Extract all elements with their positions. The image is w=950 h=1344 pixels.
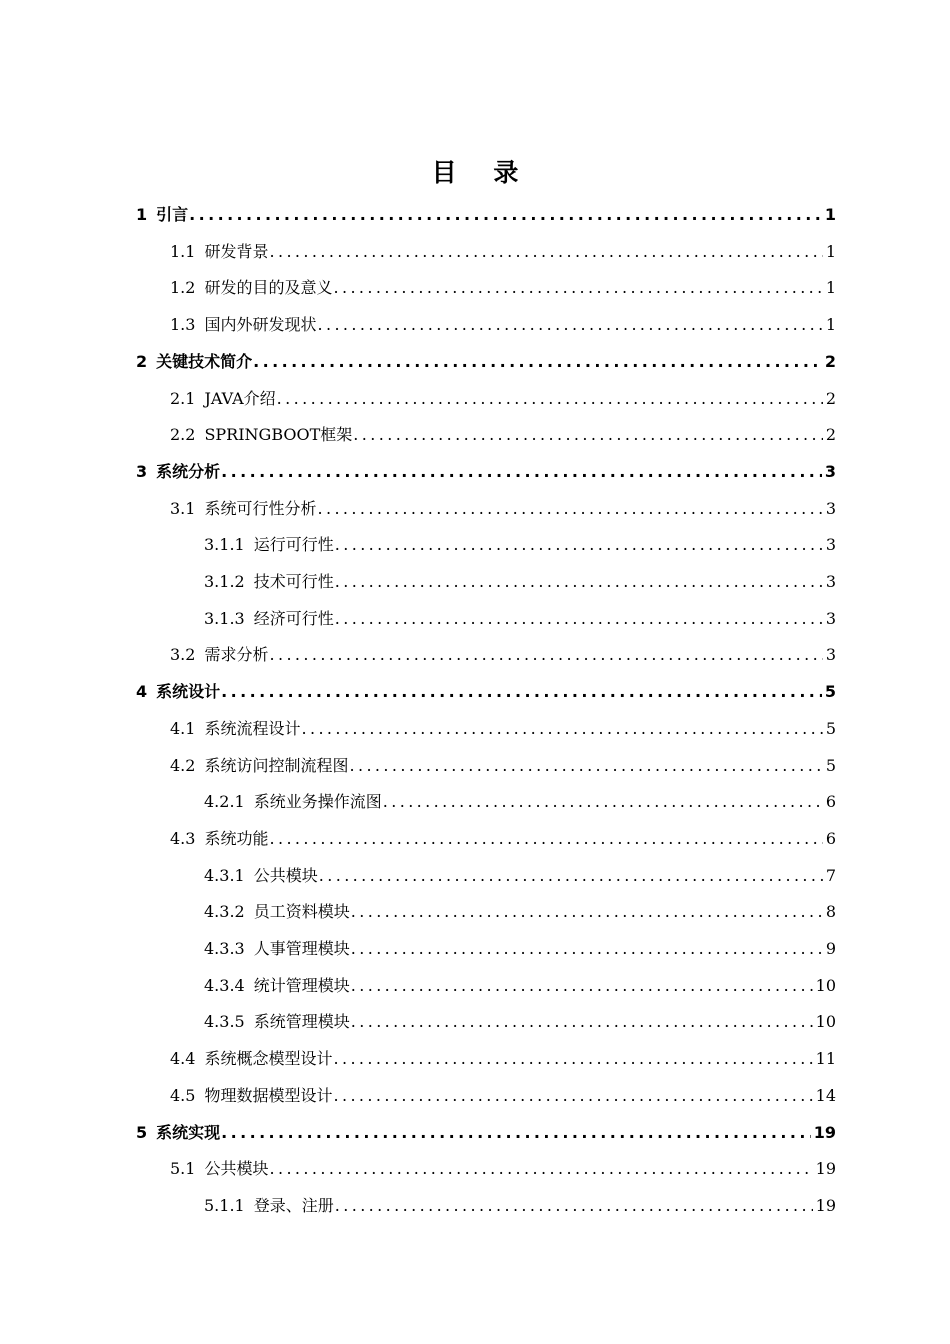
toc-entry-number: 4.2.1 xyxy=(204,792,245,811)
toc-dot-leader xyxy=(189,200,822,230)
toc-entry-number: 1.1 xyxy=(170,242,196,261)
toc-entry-page: 19 xyxy=(815,1159,836,1178)
toc-entry-number: 4 xyxy=(136,682,148,701)
toc-dot-leader xyxy=(221,1118,811,1148)
toc-entry-page: 7 xyxy=(825,866,836,885)
toc-entry-title: 系统访问控制流程图 xyxy=(204,756,349,775)
toc-dot-leader xyxy=(269,237,822,267)
toc-entry-page: 2 xyxy=(824,352,836,371)
toc-entry-title: 系统分析 xyxy=(156,462,221,481)
toc-entry-number: 3.2 xyxy=(170,645,196,664)
toc-dot-leader xyxy=(269,824,822,854)
toc-dot-leader xyxy=(349,751,822,781)
toc-entry-page: 6 xyxy=(825,829,836,848)
toc-entry[interactable] xyxy=(204,934,836,964)
toc-entry-title: 关键技术简介 xyxy=(156,352,253,371)
toc-entry-page: 3 xyxy=(825,645,836,664)
toc-dot-leader xyxy=(319,861,823,891)
toc-entry-page: 19 xyxy=(815,1196,836,1215)
toc-entry[interactable] xyxy=(204,1007,836,1037)
toc-entry-number: 4.1 xyxy=(170,719,196,738)
toc-entry-title: 技术可行性 xyxy=(253,572,334,591)
toc-dot-leader xyxy=(333,1044,812,1074)
toc-entry-page: 5 xyxy=(825,719,836,738)
toc-dot-leader xyxy=(351,934,823,964)
toc-dot-leader xyxy=(333,1081,812,1111)
toc-entry-page: 3 xyxy=(825,535,836,554)
toc-entry-title: 系统业务操作流图 xyxy=(253,792,382,811)
toc-entry[interactable] xyxy=(136,200,836,230)
toc-entry-page: 1 xyxy=(825,242,836,261)
toc-entry-title: 系统管理模块 xyxy=(253,1012,350,1031)
toc-entry-number: 1.3 xyxy=(170,315,196,334)
toc-entry-title: 登录、注册 xyxy=(253,1196,334,1215)
toc-entry-number: 4.3.5 xyxy=(204,1012,245,1031)
toc-entry[interactable] xyxy=(170,494,836,524)
toc-entry[interactable] xyxy=(204,861,836,891)
toc-entry[interactable] xyxy=(170,1044,836,1074)
toc-entry-page: 1 xyxy=(825,315,836,334)
toc-dot-leader xyxy=(253,347,822,377)
toc-dot-leader xyxy=(335,530,823,560)
toc-entry-number: 2.2 xyxy=(170,425,196,444)
toc-entry-page: 5 xyxy=(825,756,836,775)
toc-entry-title: 系统功能 xyxy=(204,829,269,848)
toc-entry-title: 研发背景 xyxy=(204,242,269,261)
toc-entry-page: 3 xyxy=(825,572,836,591)
toc-entry-page: 10 xyxy=(815,976,836,995)
toc-entry-title: JAVA介绍 xyxy=(204,389,276,408)
toc-entry-number: 4.4 xyxy=(170,1049,196,1068)
toc-entry-title: 经济可行性 xyxy=(253,609,334,628)
toc-entry[interactable] xyxy=(170,237,836,267)
toc-entry-title: 系统概念模型设计 xyxy=(204,1049,333,1068)
toc-entry[interactable] xyxy=(136,347,836,377)
toc-entry[interactable] xyxy=(204,1191,836,1221)
toc-entry-number: 5.1.1 xyxy=(204,1196,245,1215)
toc-entry-number: 4.3.3 xyxy=(204,939,245,958)
toc-entry-number: 1.2 xyxy=(170,278,196,297)
toc-entry[interactable] xyxy=(170,714,836,744)
toc-entry[interactable] xyxy=(170,824,836,854)
toc-entry-page: 14 xyxy=(815,1086,836,1105)
toc-entry[interactable] xyxy=(204,897,836,927)
toc-entry-page: 5 xyxy=(824,682,836,701)
toc-entry[interactable] xyxy=(170,384,836,414)
toc-entry[interactable] xyxy=(170,751,836,781)
toc-entry-title: 系统可行性分析 xyxy=(204,499,317,518)
toc-entry-page: 1 xyxy=(824,205,836,224)
toc-entry[interactable] xyxy=(204,567,836,597)
toc-entry-number: 5.1 xyxy=(170,1159,196,1178)
toc-dot-leader xyxy=(269,1154,812,1184)
toc-entry-page: 3 xyxy=(825,499,836,518)
toc-entry-number: 2 xyxy=(136,352,148,371)
toc-entry[interactable] xyxy=(204,787,836,817)
toc-entry-title: 人事管理模块 xyxy=(253,939,350,958)
toc-dot-leader xyxy=(383,787,823,817)
toc-entry-page: 6 xyxy=(825,792,836,811)
toc-entry[interactable] xyxy=(136,1118,836,1148)
toc-dot-leader xyxy=(301,714,822,744)
toc-entry[interactable] xyxy=(204,971,836,1001)
toc-entry-number: 3.1.1 xyxy=(204,535,245,554)
toc-entry-number: 5 xyxy=(136,1123,148,1142)
toc-entry-number: 3.1.3 xyxy=(204,609,245,628)
toc-entry-page: 1 xyxy=(825,278,836,297)
toc-entry-number: 4.5 xyxy=(170,1086,196,1105)
toc-entry-number: 4.3.4 xyxy=(204,976,245,995)
toc-dot-leader xyxy=(335,1191,813,1221)
toc-entry-title: 需求分析 xyxy=(204,645,269,664)
toc-entry[interactable] xyxy=(170,1154,836,1184)
toc-dot-leader xyxy=(317,494,822,524)
toc-entry-number: 3.1.2 xyxy=(204,572,245,591)
toc-dot-leader xyxy=(353,420,823,450)
toc-entry-number: 2.1 xyxy=(170,389,196,408)
toc-title: 目 录 xyxy=(431,157,533,187)
toc-dot-leader xyxy=(351,897,823,927)
toc-entry-number: 4.3.1 xyxy=(204,866,245,885)
toc-dot-leader xyxy=(333,273,822,303)
toc-dot-leader xyxy=(351,1007,813,1037)
toc-entry-title: 统计管理模块 xyxy=(253,976,350,995)
toc-dot-leader xyxy=(269,640,822,670)
toc-entry[interactable] xyxy=(136,457,836,487)
toc-dot-leader xyxy=(221,457,822,487)
toc-entry-title: 系统设计 xyxy=(156,682,221,701)
toc-entry-title: 引言 xyxy=(156,205,189,224)
toc-entry-title: 国内外研发现状 xyxy=(204,315,317,334)
toc-entry-page: 19 xyxy=(813,1123,836,1142)
toc-entry-title: 物理数据模型设计 xyxy=(204,1086,333,1105)
toc-entry-number: 4.2 xyxy=(170,756,196,775)
toc-entry-title: 系统流程设计 xyxy=(204,719,301,738)
toc-entry-title: 系统实现 xyxy=(156,1123,221,1142)
toc-entry-page: 2 xyxy=(825,389,836,408)
toc-dot-leader xyxy=(277,384,823,414)
toc-dot-leader xyxy=(221,677,822,707)
toc-entry-page: 8 xyxy=(825,902,836,921)
toc-entry[interactable] xyxy=(204,530,836,560)
toc-dot-leader xyxy=(335,567,823,597)
toc-entry-page: 11 xyxy=(815,1049,836,1068)
toc-entry[interactable] xyxy=(136,677,836,707)
toc-entry-title: SPRINGBOOT框架 xyxy=(204,425,353,444)
toc-entry-title: 公共模块 xyxy=(204,1159,269,1178)
toc-entry-number: 1 xyxy=(136,205,148,224)
toc-entry-page: 10 xyxy=(815,1012,836,1031)
toc-entry-number: 4.3 xyxy=(170,829,196,848)
toc-entry[interactable] xyxy=(170,273,836,303)
toc-entry-number: 3 xyxy=(136,462,148,481)
toc-entry[interactable] xyxy=(204,604,836,634)
toc-entry-page: 3 xyxy=(824,462,836,481)
toc-dot-leader xyxy=(351,971,813,1001)
toc-entry-number: 4.3.2 xyxy=(204,902,245,921)
toc-entry[interactable] xyxy=(170,420,836,450)
toc-entry-page: 3 xyxy=(825,609,836,628)
toc-entry[interactable] xyxy=(170,310,836,340)
toc-entry-title: 公共模块 xyxy=(253,866,318,885)
toc-entry-number: 3.1 xyxy=(170,499,196,518)
toc-entry[interactable] xyxy=(170,640,836,670)
toc-entry[interactable] xyxy=(170,1081,836,1111)
toc-entry-title: 研发的目的及意义 xyxy=(204,278,333,297)
toc-entry-title: 运行可行性 xyxy=(253,535,334,554)
toc-dot-leader xyxy=(335,604,823,634)
toc-entry-title: 员工资料模块 xyxy=(253,902,350,921)
toc-dot-leader xyxy=(317,310,822,340)
toc-entry-page: 9 xyxy=(825,939,836,958)
toc-entry-page: 2 xyxy=(825,425,836,444)
